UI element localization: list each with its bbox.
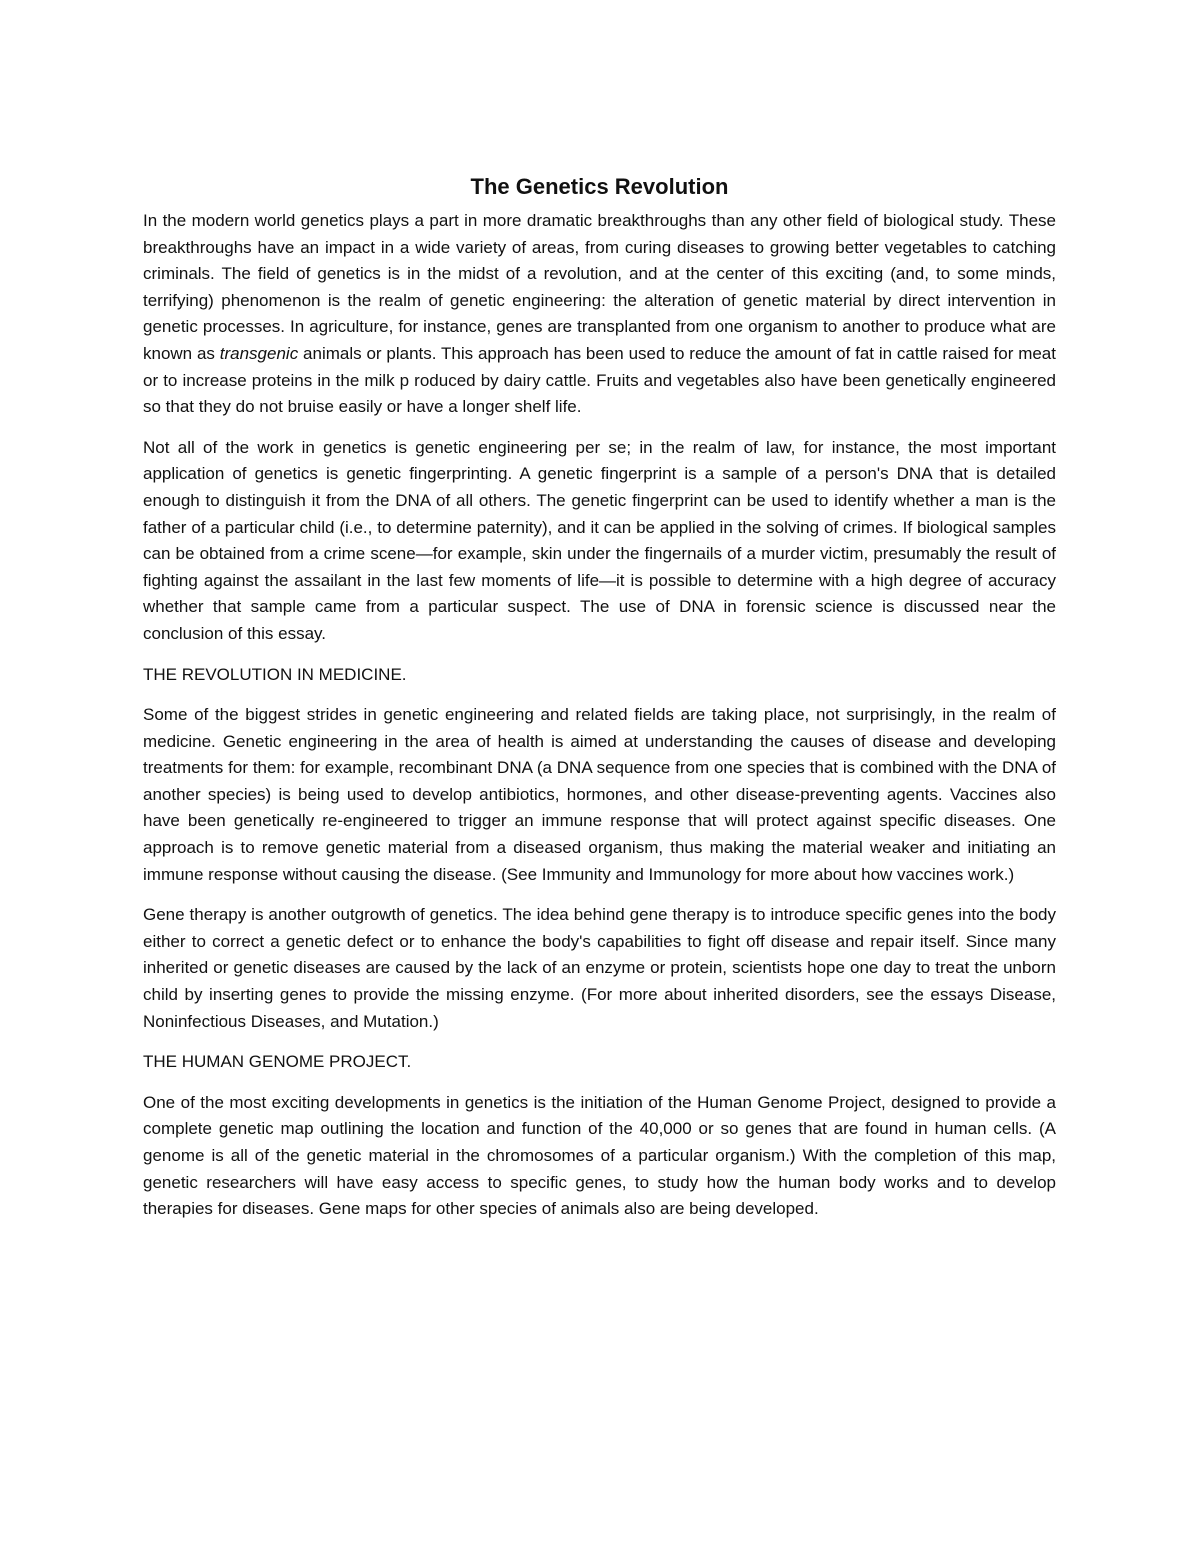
page-title: The Genetics Revolution [470, 174, 729, 199]
paragraph-fingerprinting: Not all of the work in genetics is genetic engineering per se; in the realm of law, for instance, the most important application of genetics is genetic fingerprinting. A genetic fingerprint is a sample of a person's DNA that is detailed enough to distinguish it from the DNA of all others. The genetic fingerprint can be used to identify whether a man is the father of a particular child (i.e., to determine paternity), and it can be applied in the solving of crimes. If biological samples can be obtained from a crime scene—for example, skin under the fingernails of a murder victim, presumably the result of fighting against the assailant in the last few moments of life—it is possible to determine with a high degree of accuracy whether that sample came from a particular suspect. The use of DNA in forensic science is discussed near the conclusion of this essay. [143, 437, 1056, 643]
section-heading-genome-project: THE HUMAN GENOME PROJECT. [143, 1052, 412, 1072]
paragraph-gene-therapy: Gene therapy is another outgrowth of genetics. The idea behind gene therapy is to introduce specific genes into the body either to correct a genetic defect or to enhance the body's capabilities to fight off disease and repair itself. Since many inherited or genetic diseases are caused by the lack of an enzyme or protein, scientists hope one day to treat the unborn child by inserting genes to provide the missing enzyme. (For more about inherited disorders, see the essays Disease, Noninfectious Diseases, and Mutation.) [143, 905, 1056, 1031]
section-heading-medicine: THE REVOLUTION IN MEDICINE. [143, 664, 407, 684]
paragraph-intro-text-1: In the modern world genetics plays a part in more dramatic breakthroughs than any other field of biological study. These breakthroughs have an impact in a wide variety of areas, from curing diseases to growing better vegetables to catching criminals. The field of genetics is in the midst of a revolution, and at the center of this exciting (and, to some minds, terrifying) phenomenon is the realm of genetic engineering: the alteration of genetic material by direct intervention in genetic processes. In agriculture, for instance, genes are transplanted from one organism to another to produce what are known as [143, 211, 1056, 363]
paragraph-intro [143, 208, 1056, 421]
paragraph-genome-project: One of the most exciting developments in genetics is the initiation of the Human Genome Project, designed to provide a complete genetic map outlining the location and function of the 40,000 or so genes that are found in human cells. (A genome is all of the genetic material in the chromosomes of a particular organism.) With the completion of this map, genetic researchers will have easy access to specific genes, to study how the human body works and to develop therapies for diseases. Gene maps for other species of animals also are being developed. [143, 1092, 1056, 1219]
paragraph-intro-text-2: animals or plants. This approach has been used to reduce the amount of fat in cattle raised for meat or to increase proteins in the milk p roduced by dairy cattle. Fruits and vegetables also have been genetically engineered so that they do not bruise easily or have a longer shelf life. [143, 343, 1056, 417]
document-body [143, 170, 1056, 1237]
paragraph-intro-italic-term: transgenic [219, 343, 299, 363]
paragraph-medicine: Some of the biggest strides in genetic engineering and related fields are taking place, not surprisingly, in the realm of medicine. Genetic engineering in the area of health is aimed at understanding the causes of disease and developing treatments for them: for example, recombinant DNA (a DNA sequence from one species that is combined with the DNA of another species) is being used to develop antibiotics, hormones, and other disease-preventing agents. Vaccines also have been genetically re-engineered to trigger an immune response that will protect against specific diseases. One approach is to remove genetic material from a diseased organism, thus making the material weaker and initiating an immune response without causing the disease. (See Immunity and Immunology for more about how vaccines work.) [143, 705, 1056, 884]
